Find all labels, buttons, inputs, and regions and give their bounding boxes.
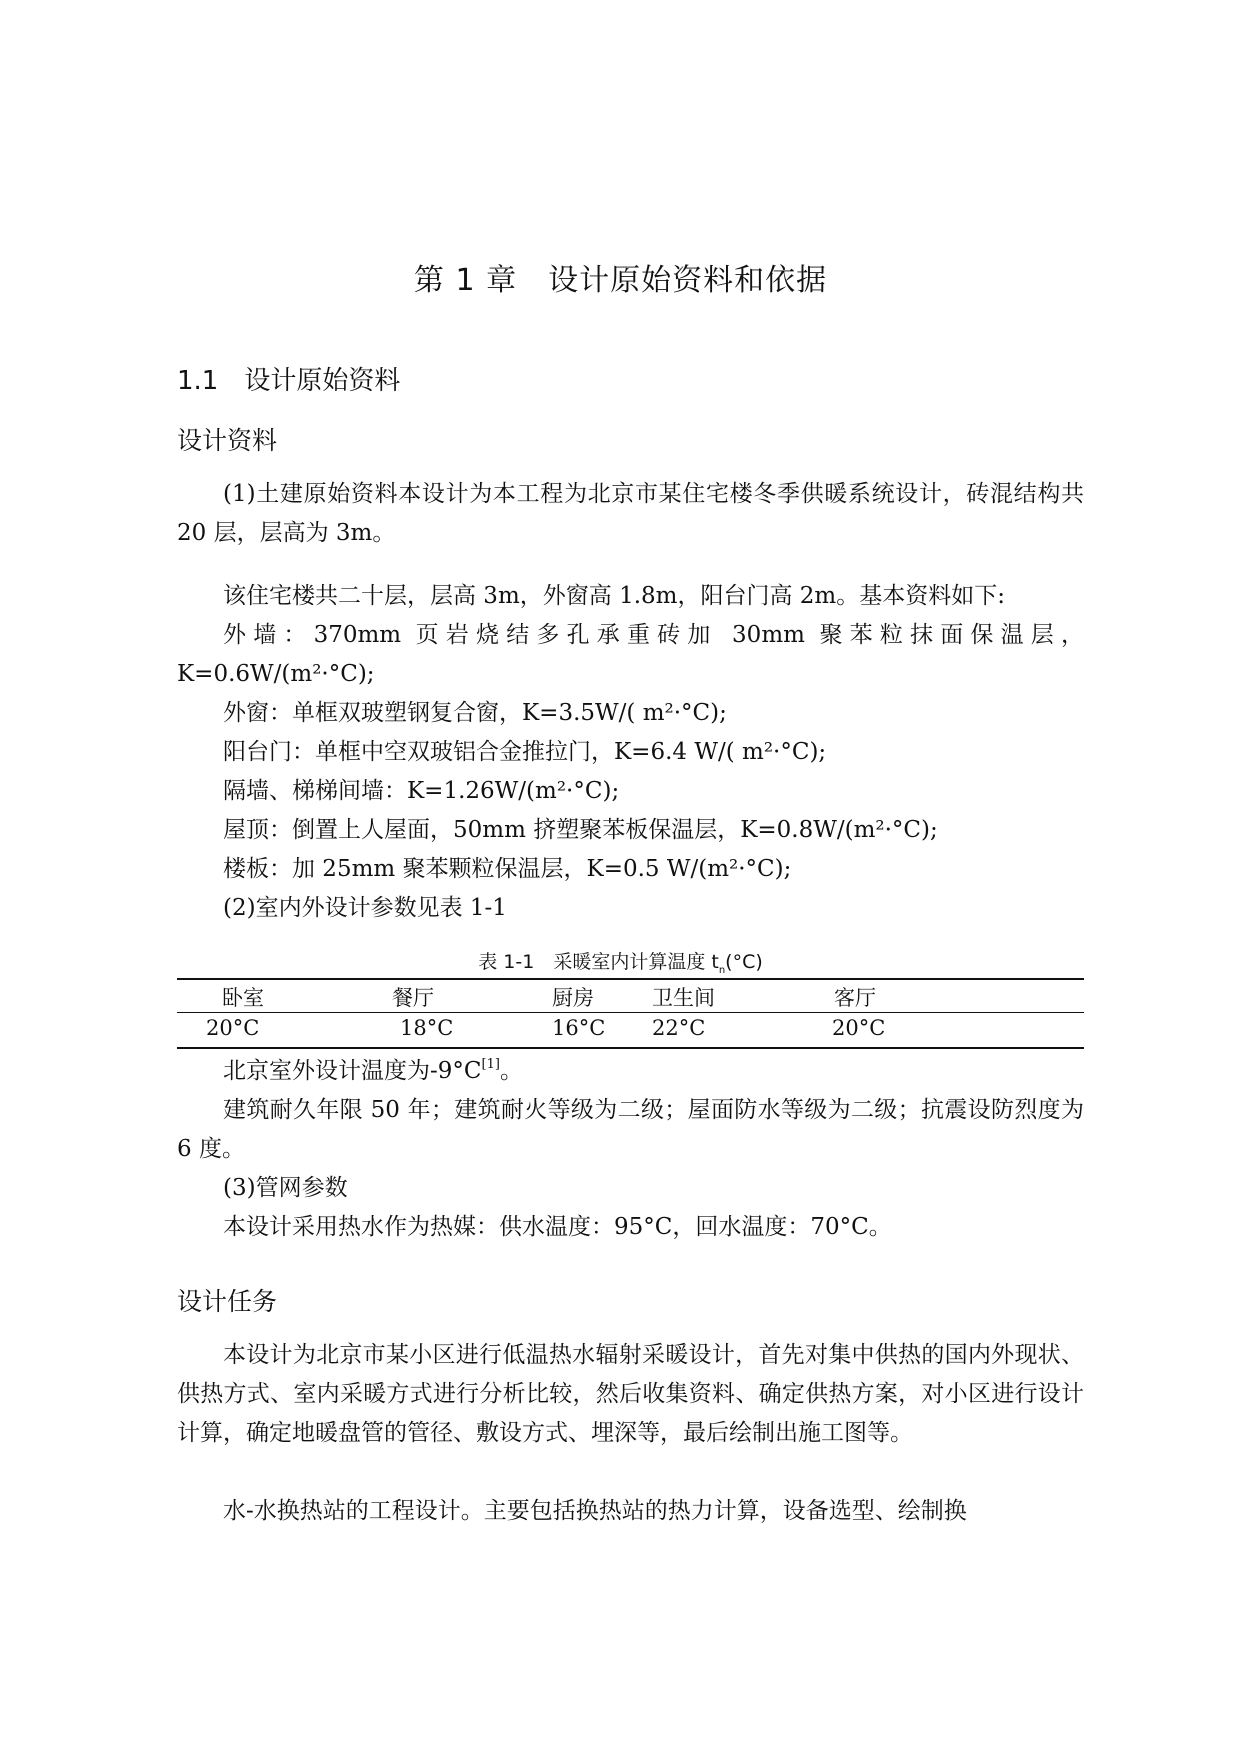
section-title: 1.1 设计原始资料 [177, 366, 401, 396]
citation-ref: [1] [481, 1057, 500, 1073]
table-value-bathroom: 22°C [652, 1016, 706, 1040]
paragraph-roof: 屋顶：倒置上人屋面，50mm 挤塑聚苯板保温层，K=0.8W/(m²·°C); [223, 817, 938, 843]
outdoor-temp-text: 北京室外设计温度为-9°C [223, 1058, 482, 1084]
table-caption-subscript: n [718, 964, 726, 976]
table-header-rule [177, 1012, 1084, 1013]
table-header-kitchen: 厨房 [552, 986, 594, 1010]
table-value-dining: 18°C [400, 1016, 454, 1040]
table-caption-text: 表 1-1 采暖室内计算温度 t [478, 951, 719, 973]
table-header-bathroom: 卫生间 [652, 986, 715, 1010]
paragraph-indoor-outdoor-params: (2)室内外设计参数见表 1-1 [223, 895, 507, 921]
paragraph-outdoor-temp [177, 1052, 1084, 1091]
chapter-title: 第 1 章 设计原始资料和依据 [413, 263, 828, 298]
table-value-kitchen: 16°C [552, 1016, 606, 1040]
paragraph-durability: 建筑耐久年限 50 年；建筑耐火等级为二级；屋面防水等级为二级；抗震设防烈度为 6 度。 [177, 1097, 1084, 1162]
table-top-rule [177, 978, 1084, 980]
paragraph-pipe-params: (3)管网参数 [223, 1175, 348, 1201]
paragraph-building-info: 该住宅楼共二十层，层高 3m，外窗高 1.8m，阳台门高 2m。基本资料如下: [223, 583, 1005, 609]
table-value-bedroom: 20°C [206, 1016, 260, 1040]
outdoor-temp-end: 。 [499, 1058, 523, 1084]
paragraph-heat-exchange: 水-水换热站的工程设计。主要包括换热站的热力计算，设备选型、绘制换 [223, 1498, 967, 1524]
table-caption-unit: (°C) [725, 951, 763, 973]
table-value-living: 20°C [832, 1016, 886, 1040]
paragraph-window: 外窗：单框双玻塑钢复合窗，K=3.5W/( m²·°C); [223, 700, 727, 726]
paragraph-civil-data: (1)土建原始资料本设计为本工程为北京市某住宅楼冬季供暖系统设计，砖混结构共 20 层，层高为 3m。 [177, 481, 1084, 546]
table-header-living: 客厅 [834, 986, 876, 1010]
subheading-design-task: 设计任务 [177, 1287, 278, 1316]
paragraph-design-task: 本设计为北京市某小区进行低温热水辐射采暖设计，首先对集中供热的国内外现状、供热方式、室内采暖方式进行分析比较，然后收集资料、确定供热方案，对小区进行设计计算，确定地暖盘管的管径、敷设方式、埋深等，最后绘制出施工图等。 [177, 1342, 1084, 1446]
subheading-design-data: 设计资料 [177, 426, 278, 455]
paragraph-floor-slab: 楼板：加 25mm 聚苯颗粒保温层，K=0.5 W/(m²·°C); [223, 856, 792, 882]
paragraph-partition-wall: 隔墙、梯梯间墙：K=1.26W/(m²·°C); [223, 778, 620, 804]
paragraph-balcony-door: 阳台门：单框中空双玻铝合金推拉门，K=6.4 W/( m²·°C); [223, 739, 827, 765]
table-header-bedroom: 卧室 [222, 986, 264, 1010]
paragraph-heat-medium: 本设计采用热水作为热媒：供水温度：95°C，回水温度：70°C。 [223, 1214, 892, 1240]
table-bottom-rule [177, 1047, 1084, 1049]
paragraph-exterior-wall: 外墙：370mm 页岩烧结多孔承重砖加 30mm 聚苯粒抹面保温层，K=0.6W/(m²·°C); [177, 622, 1084, 687]
table-header-dining: 餐厅 [392, 986, 434, 1010]
table-caption [0, 947, 1241, 976]
